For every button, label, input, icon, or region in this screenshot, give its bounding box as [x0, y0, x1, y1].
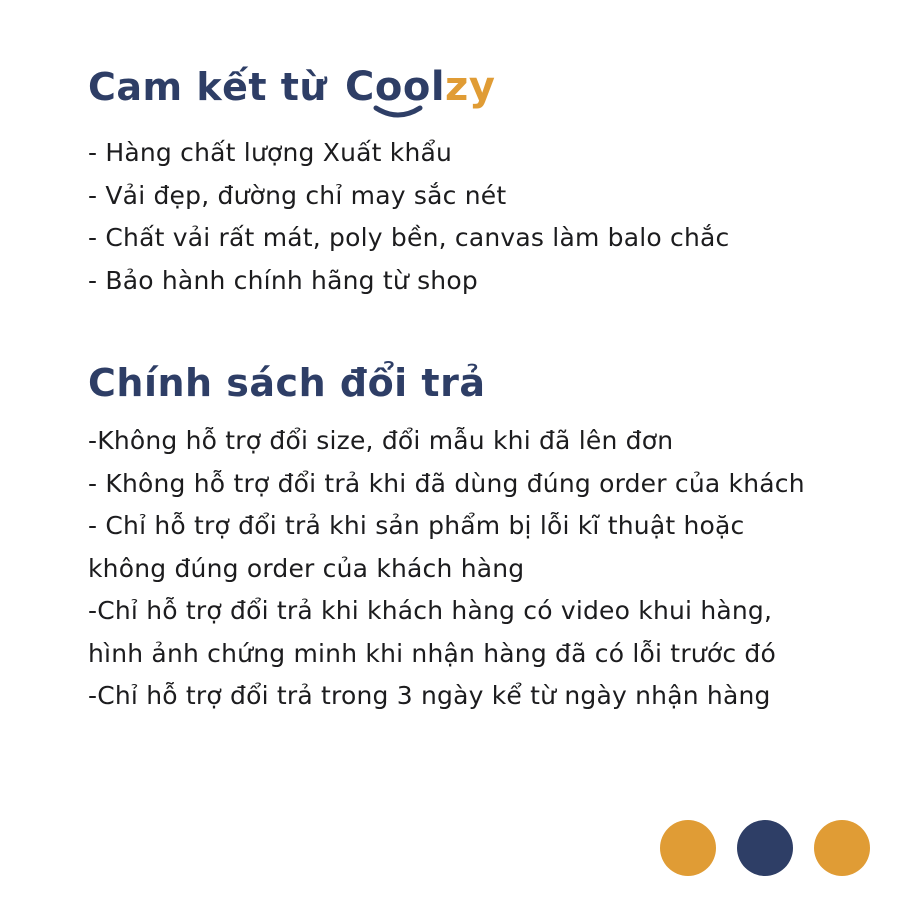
coolzy-logo-cool: Cool: [345, 64, 446, 110]
policy-heading: Chính sách đổi trả: [88, 361, 486, 405]
commitments-heading: Cam kết từ: [88, 65, 328, 109]
coolzy-logo-zy: zy: [445, 64, 496, 110]
commitment-item: - Bảo hành chính hãng từ shop: [88, 265, 478, 295]
decorative-dots: [660, 820, 870, 876]
policy-line: - Không hỗ trợ đổi trả khi đã dùng đúng order của khách: [88, 468, 805, 498]
coolzy-logo: [345, 62, 495, 112]
policy-line: hình ảnh chứng minh khi nhận hàng đã có lỗi trước đó: [88, 638, 776, 668]
policy-line: không đúng order của khách hàng: [88, 553, 525, 583]
policy-line: -Chỉ hỗ trợ đổi trả khi khách hàng có video khui hàng,: [88, 596, 773, 625]
commitments-list: [88, 132, 860, 302]
policy-list: [88, 420, 860, 718]
commitment-item: - Chất vải rất mát, poly bền, canvas làm balo chắc: [88, 223, 730, 252]
commitment-item: - Hàng chất lượng Xuất khẩu: [88, 138, 453, 167]
policy-line: -Không hỗ trợ đổi size, đổi mẫu khi đã lên đơn: [88, 426, 674, 455]
commitment-item: - Vải đẹp, đường chỉ may sắc nét: [88, 180, 507, 210]
commitments-heading-row: [88, 62, 860, 112]
smile-icon: [372, 105, 424, 121]
policy-line: -Chỉ hỗ trợ đổi trả trong 3 ngày kể từ ngày nhận hàng: [88, 681, 771, 710]
policy-line: - Chỉ hỗ trợ đổi trả khi sản phẩm bị lỗi kĩ thuật hoặc: [88, 511, 745, 540]
dot: [660, 820, 716, 876]
dot: [737, 820, 793, 876]
dot: [814, 820, 870, 876]
